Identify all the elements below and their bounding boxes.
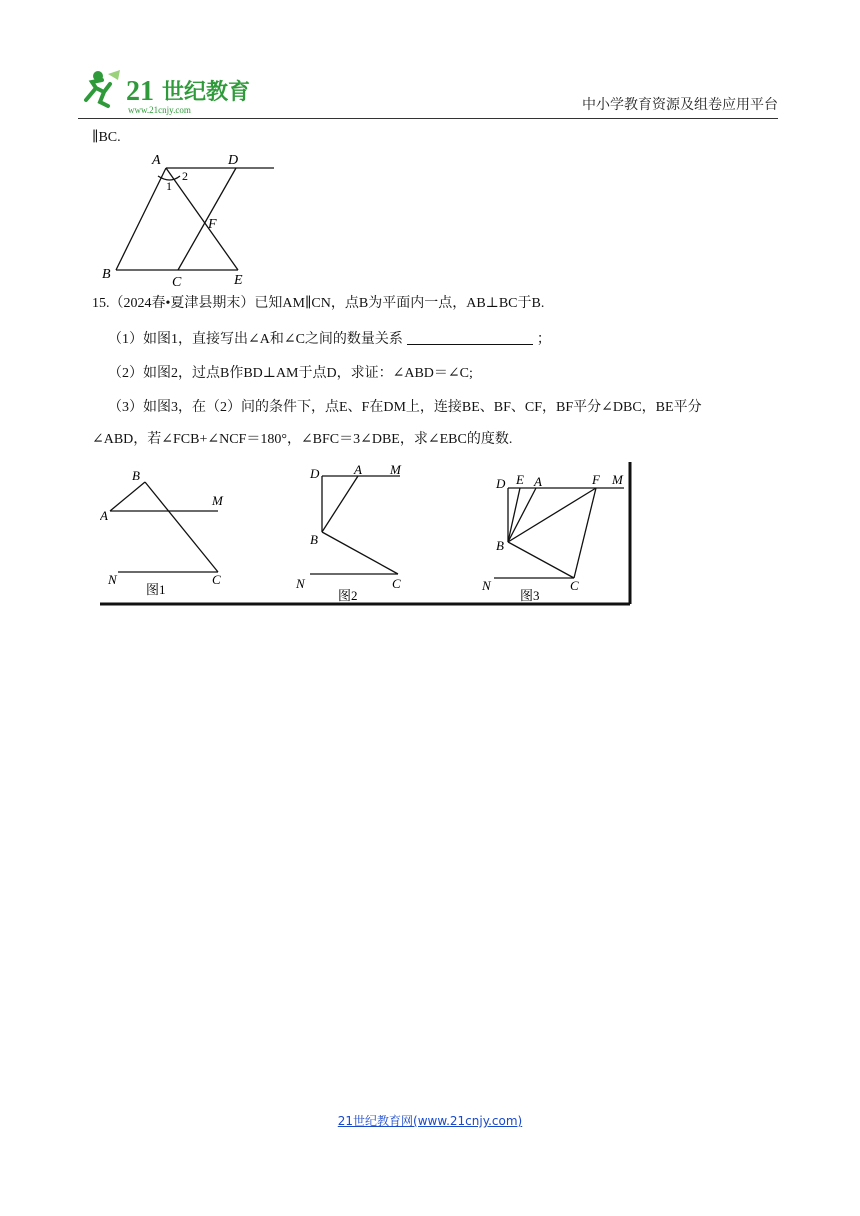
figure-top [96,148,286,288]
problem-source: （2024春•夏津县期末） [109,296,255,311]
fig1-caption: 图1 [146,582,166,597]
fig3-line-BF [508,488,596,542]
fig2-line-BC [322,532,398,574]
fig1-line-BC [145,482,218,572]
fig2-label-D: D [310,466,320,481]
label-B: B [102,267,111,282]
platform-title: 中小学教育资源及组卷应用平台 [582,97,778,113]
fig2-caption: 图2 [338,588,358,603]
label-angle-1: 1 [166,179,172,193]
fig3-label-C: C [570,578,579,593]
fig3-label-M: M [612,472,623,487]
answer-blank[interactable] [407,330,533,345]
fig3-line-FC [574,488,596,578]
footer-link[interactable]: 21世纪教育网(www.21cnjy.com) [337,1114,523,1128]
page-footer [0,1112,860,1129]
fig2-label-N: N [296,576,305,591]
fig1-label-C: C [212,572,221,587]
label-A: A [152,153,161,168]
logo-text: 世纪教育 [162,79,251,104]
fig1-label-B: B [132,468,140,483]
figure-1 [100,468,224,597]
fig2-label-B: B [310,532,318,547]
fig1-line-AB [110,482,145,511]
fig2-label-C: C [392,576,401,591]
label-D: D [228,153,239,168]
logo [78,66,258,116]
label-C: C [172,275,182,288]
line-AB [116,168,166,270]
figure-3 [481,472,624,603]
question-3-line-2: ∠ABD，若∠FCB+∠NCF＝180°，∠BFC＝3∠DBE，求∠EBC的度数. [92,432,513,447]
fig3-line-BC [508,542,574,578]
fig3-caption: 图3 [520,588,540,603]
fig3-label-F: F [592,472,600,487]
label-angle-2: 2 [182,169,188,183]
fig3-label-A: A [534,474,542,489]
fig2-line-BA [322,476,358,532]
page-header [78,66,778,122]
fig1-label-A: A [100,508,108,523]
label-E: E [234,273,243,288]
prev-problem-tail: ∥BC. [92,130,121,145]
question-1 [108,330,551,350]
logo-url: www.21cnjy.com [128,105,191,115]
question-3-line-1: （3）如图3，在（2）问的条件下，点E、F在DM上，连接BE、BF、CF，BF平分∠DBC，BE平分 [108,400,702,415]
fig3-label-D: D [496,476,506,491]
fig1-label-M: M [212,493,223,508]
header-divider [78,118,778,119]
question-1-end: ； [536,332,551,347]
fig3-line-BE [508,488,520,542]
fig3-label-N: N [482,578,491,593]
figure-2 [295,462,402,603]
label-F: F [208,217,217,232]
figures-1-2-3 [100,462,634,608]
question-1-text: （1）如图1，直接写出∠A和∠C之间的数量关系 [108,332,403,347]
question-2: （2）如图2，过点B作BD⊥AM于点D，求证：∠ABD＝∠C; [108,366,473,381]
fig2-label-M: M [390,462,401,477]
problem-stem: 已知AM∥CN，点B为平面内一点，AB⊥BC于B. [254,296,545,311]
runner-icon [86,70,120,106]
problem-15-stem [92,294,544,314]
fig3-label-B: B [496,538,504,553]
fig3-label-E: E [516,472,524,487]
fig1-label-N: N [108,572,117,587]
problem-number: 15. [92,296,110,311]
logo-number: 21 [126,76,154,107]
fig2-label-A: A [354,462,362,477]
